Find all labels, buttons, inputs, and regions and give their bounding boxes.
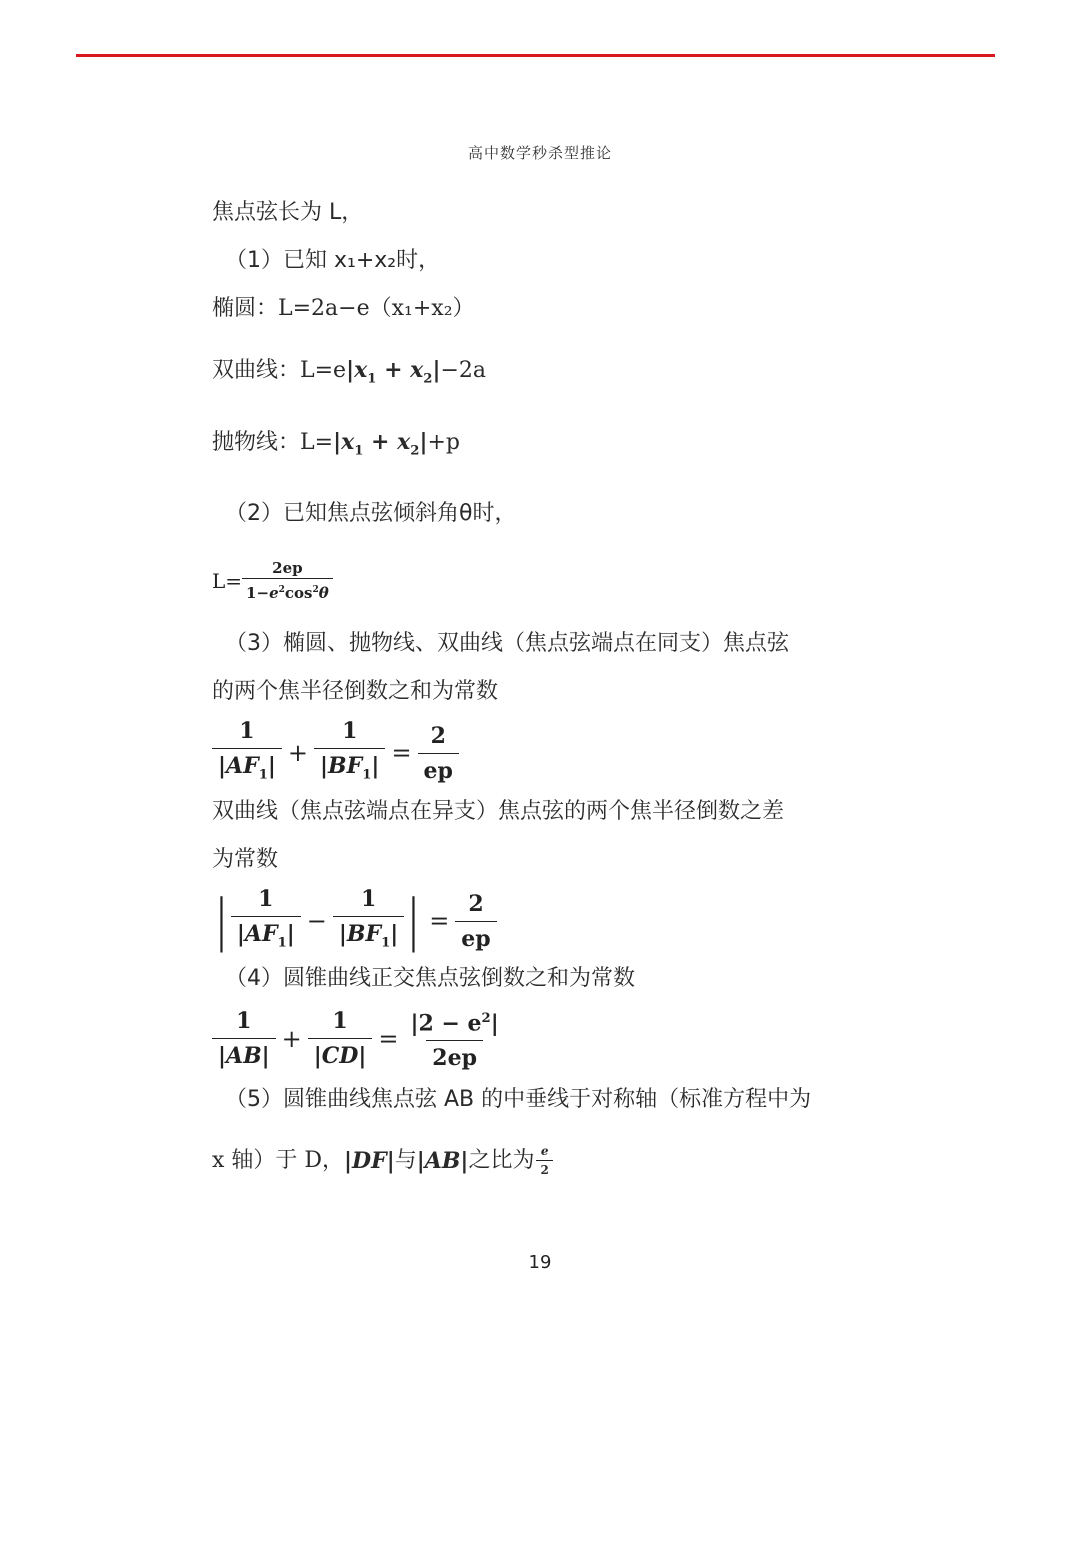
numerator: 1 <box>236 1008 252 1035</box>
item3-line-a <box>225 629 789 659</box>
abs-af: |AF <box>218 753 259 779</box>
running-head: 高中数学秒杀型推论 <box>467 144 612 162</box>
denominator-2ep: 2ep <box>426 1040 483 1071</box>
intro-text: 焦点弦长为 L， <box>212 200 364 225</box>
numerator: 1 <box>332 1008 348 1035</box>
sub-one: 1 <box>258 767 268 783</box>
item3-text-c: 双曲线（焦点弦端点在异支）焦点弦的两个焦半径倒数之差 <box>212 799 785 824</box>
fraction-1-cd <box>308 1008 373 1069</box>
item4-line <box>225 964 635 994</box>
item3-text-b: 的两个焦半径倒数之和为常数 <box>212 679 499 704</box>
item3-text-a: （3）椭圆、抛物线、双曲线（焦点弦端点在同支）焦点弦 <box>225 631 789 656</box>
reciprocal-difference-formula <box>212 886 497 956</box>
denominator-cd: |CD| <box>308 1038 373 1069</box>
header-rule <box>76 54 995 57</box>
numerator: 1 <box>360 886 377 912</box>
two-minus-e: |2 − e <box>410 1010 482 1037</box>
abs-bar-left: | <box>216 888 227 954</box>
fraction-1-af1 <box>212 718 282 788</box>
item5-line-a <box>225 1085 811 1115</box>
ratio-e-over-2 <box>536 1144 552 1177</box>
abs-df: |DF| <box>344 1147 395 1174</box>
item3-text-d: 为常数 <box>212 847 279 872</box>
ratio-numerator: e <box>540 1144 549 1158</box>
denominator-af1: $|AF_1|$ <box>212 748 282 788</box>
numerator: 2 <box>468 890 484 917</box>
item5-prefix: x 轴）于 D， <box>212 1147 345 1173</box>
fraction-1-bf1 <box>314 718 385 788</box>
item3-line-d <box>212 845 278 875</box>
parabola-line <box>212 427 460 466</box>
item5-line-b <box>212 1144 553 1177</box>
numerator: 1 <box>239 718 255 744</box>
equals-sign: = <box>391 739 412 768</box>
reciprocal-sum-formula <box>212 718 459 788</box>
chord-length-fraction <box>242 560 333 602</box>
item2-text: （2）已知焦点弦倾斜角θ时， <box>225 501 517 526</box>
numerator-2-minus-e2: $|2 - e^2|$ <box>410 1010 499 1037</box>
denominator-ep: ep <box>418 753 459 784</box>
fraction-2-ep <box>418 723 459 784</box>
ratio-denominator: 2 <box>536 1160 552 1177</box>
ellipse-formula: L=2a−e（x₁+x₂） <box>278 296 475 321</box>
abs-bf: |BF <box>338 921 382 947</box>
intro-line <box>212 198 363 228</box>
hyperbola-suffix: −2a <box>440 358 487 383</box>
fraction-1-bf1 <box>333 886 404 956</box>
denominator-ep: ep <box>455 921 496 952</box>
sub-one: 1 <box>277 935 287 951</box>
fraction-1-ab <box>212 1008 276 1069</box>
plus-sign: + <box>281 1024 302 1053</box>
parabola-label: 抛物线： <box>212 430 301 455</box>
abs-bar-right: | <box>409 888 419 954</box>
chord-length-numerator: 2ep <box>272 559 303 577</box>
ellipse-label: 椭圆： <box>212 296 279 321</box>
abs-ab: |AB| <box>416 1147 469 1174</box>
equals-sign: = <box>378 1024 399 1053</box>
fraction-2-ep <box>455 891 496 952</box>
item4-text: （4）圆锥曲线正交焦点弦倒数之和为常数 <box>225 966 635 991</box>
hyperbola-prefix: L=e <box>300 358 347 383</box>
item1-line <box>225 246 440 276</box>
hyperbola-abs-expr: $|x_1 + x_2|$ <box>346 357 441 387</box>
chord-length-lhs: L= <box>212 569 243 593</box>
chord-length-formula <box>212 560 333 602</box>
hyperbola-label: 双曲线： <box>212 358 301 383</box>
abs-bf: |BF <box>320 753 363 779</box>
orthogonal-chords-formula <box>212 1006 505 1071</box>
chord-length-denominator: $1-e^2\cos^2\theta$ <box>242 578 333 602</box>
plus-sign: + <box>287 739 309 768</box>
numerator: 1 <box>342 718 358 744</box>
item1-text: （1）已知 x₁+x₂时， <box>225 248 441 273</box>
numerator: 2 <box>430 722 446 749</box>
page-number: 19 <box>528 1252 552 1273</box>
item5-text-a: （5）圆锥曲线焦点弦 AB 的中垂线于对称轴（标准方程中为 <box>225 1087 812 1112</box>
item3-line-c <box>212 797 784 827</box>
abs-af: |AF <box>236 921 278 947</box>
denominator-bf1: $|BF_1|$ <box>314 748 385 788</box>
denominator-af1: $|AF_1|$ <box>231 916 301 956</box>
fraction-2-e2-over-2ep <box>404 1006 504 1071</box>
fraction-1-af1 <box>231 886 301 956</box>
ellipse-line <box>212 294 475 324</box>
equals-sign: = <box>429 907 450 936</box>
parabola-suffix: +p <box>427 430 461 455</box>
item5-connector: 与 <box>394 1147 417 1173</box>
parabola-abs-expr: $|x_1 + x_2|$ <box>333 429 428 459</box>
item2-line <box>225 499 516 529</box>
minus-sign: − <box>306 907 327 936</box>
numerator: 1 <box>258 886 274 912</box>
sub-one: 1 <box>381 935 391 951</box>
hyperbola-line <box>212 355 486 394</box>
item3-line-b <box>212 677 498 707</box>
parabola-prefix: L= <box>300 430 334 455</box>
denominator-ab: |AB| <box>212 1038 276 1069</box>
denominator-bf1: $|BF_1|$ <box>333 916 404 956</box>
item5-ratio-text: 之比为 <box>468 1147 535 1173</box>
sub-one: 1 <box>362 767 372 783</box>
